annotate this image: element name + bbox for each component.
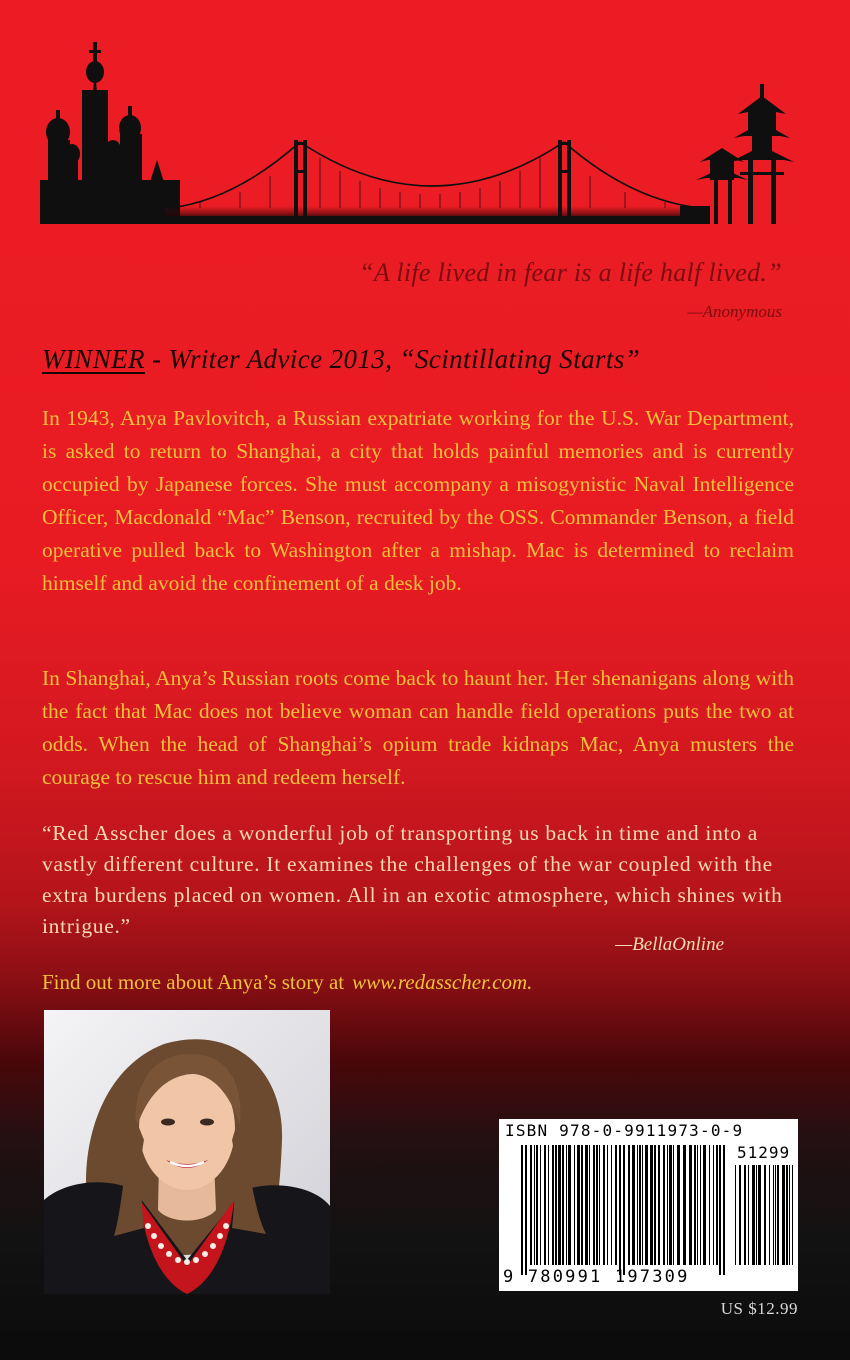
barcode-bars (499, 1119, 798, 1291)
award-line (42, 344, 812, 375)
price-code: 51299 (737, 1143, 791, 1162)
skyline-silhouette-illustration (0, 30, 850, 230)
isbn-barcode (499, 1119, 798, 1291)
isbn-number: ISBN 978-0-9911973-0-9 (505, 1121, 744, 1140)
epigraph-quote: “A life lived in fear is a life half lived.” (359, 258, 782, 287)
website-link[interactable]: www.redasscher.com. (352, 970, 533, 994)
epigraph-attribution: —Anonymous (687, 302, 782, 321)
synopsis-paragraph-2: In Shanghai, Anya’s Russian roots come back to haunt her. Her shenanigans along with the fact that Mac does not believe woman can handle field operations puts the two at odds. When the head of Shanghai’s opium trade kidnaps Mac, Anya musters the courage to rescue him and redeem herself. (42, 666, 794, 789)
more-info-line (42, 970, 742, 995)
synopsis-paragraph-1: In 1943, Anya Pavlovitch, a Russian expatriate working for the U.S. War Department, is asked to return to Shanghai, a city that holds painful memories and is currently occupied by Japanese forces. She must accompany a misogynistic Naval Intelligence Officer, Macdonald “Mac” Benson, recruited by the OSS. Commander Benson, a field operative pulled back to Washington after a mishap. Mac is determined to reclaim himself and avoid the confinement of a desk job. (42, 406, 794, 595)
author-photo (44, 1010, 330, 1294)
award-description: - Writer Advice 2013, “Scintillating Starts” (144, 344, 641, 374)
ean-digits: 9 780991 197309 (503, 1267, 690, 1287)
award-winner-label: WINNER (42, 344, 145, 374)
more-info-text: Find out more about Anya’s story at (42, 970, 345, 994)
author-portrait-illustration (44, 1010, 330, 1294)
retail-price: US $12.99 (720, 1299, 798, 1318)
review-attribution: —BellaOnline (615, 934, 724, 955)
review-quote: “Red Asscher does a wonderful job of transporting us back in time and into a vastly different culture. It examines the challenges of the war coupled with the extra burdens placed on women. All in an exotic atmosphere, which shines with intrigue.” (42, 821, 783, 938)
